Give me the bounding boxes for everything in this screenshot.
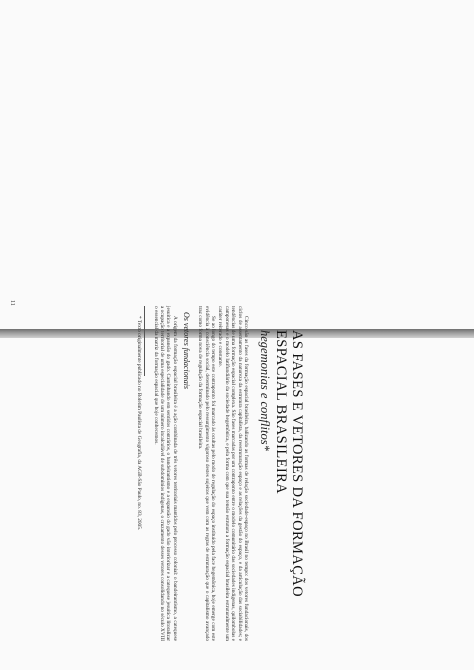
page-number: 11 — [9, 300, 15, 306]
rotated-text-block — [5, 300, 305, 650]
body-paragraph-1: Cinco são as fases da formação espacial brasileira, balizando as formas de relação sociedade-espaço no Brasil no tempo: dos vetores fundacionais, dos ciclos de assentamento da natureza da estrutura capitalista, da reestruturação espaço e as relações da gestão do espaço, e da articulação das sociabilidades; e tendências de uma formação espacial complexa. São fases marcadas por um contraponto entre o modelo comunitário das sociedades indígenas, quilombolas e camponesas e o modelo latifundiário da sociedade hegemônica, e pela forma com que sua tensão estrutura a formação espacial brasileira estruturalmente um caráter reiterado e constante. — [217, 306, 249, 641]
body-paragraph-2: Se ao longo do tempo este contraponto foi marcado às ocultas pelo modo de regulação do espaço instituído pela face hegemônica, hoje emerge com este evidência à consciência social, determinado pelo ressurgimento vigoroso destes sujeitos que vem com as regras de estruturação que o capitalismo avançado traz como forma nova de regulação da formação espacial brasileira. — [197, 306, 216, 641]
footnote: * Texto originalmente publicado no Boletim Paulista de Geografia, da AGB-São Paulo, no. 83, 2005. — [136, 316, 143, 531]
footnote-divider — [144, 306, 145, 376]
section-paragraph: A origem da formação espacial brasileira é a ação combinada de três vetores territoriais mantidos pelo processo colonial: o bandeirantismo, a catequese jesuítica e a expansão do gado. Caminhando em sentidos contrários, o bandeirantismo e a expansão do gado vão interiorizar e a catequese jesuítica litoralizar a ocupação territorial de uma especialidade de um número incalculável de subdomínios indígenas, o cruzamento desses vetores consolidando no século XVIII o essencial da matriz da formação espacial que hoje conhecemos. — [152, 306, 178, 641]
body-text — [135, 306, 249, 641]
section-heading: Os vetores fundacionais — [181, 312, 191, 390]
chapter-subtitle: hegemonias e conflitos* — [258, 330, 272, 451]
chapter-title: AS FASES E VETORES DA FORMAÇÃO ESPACIAL BRASILEIRA — [273, 330, 305, 598]
